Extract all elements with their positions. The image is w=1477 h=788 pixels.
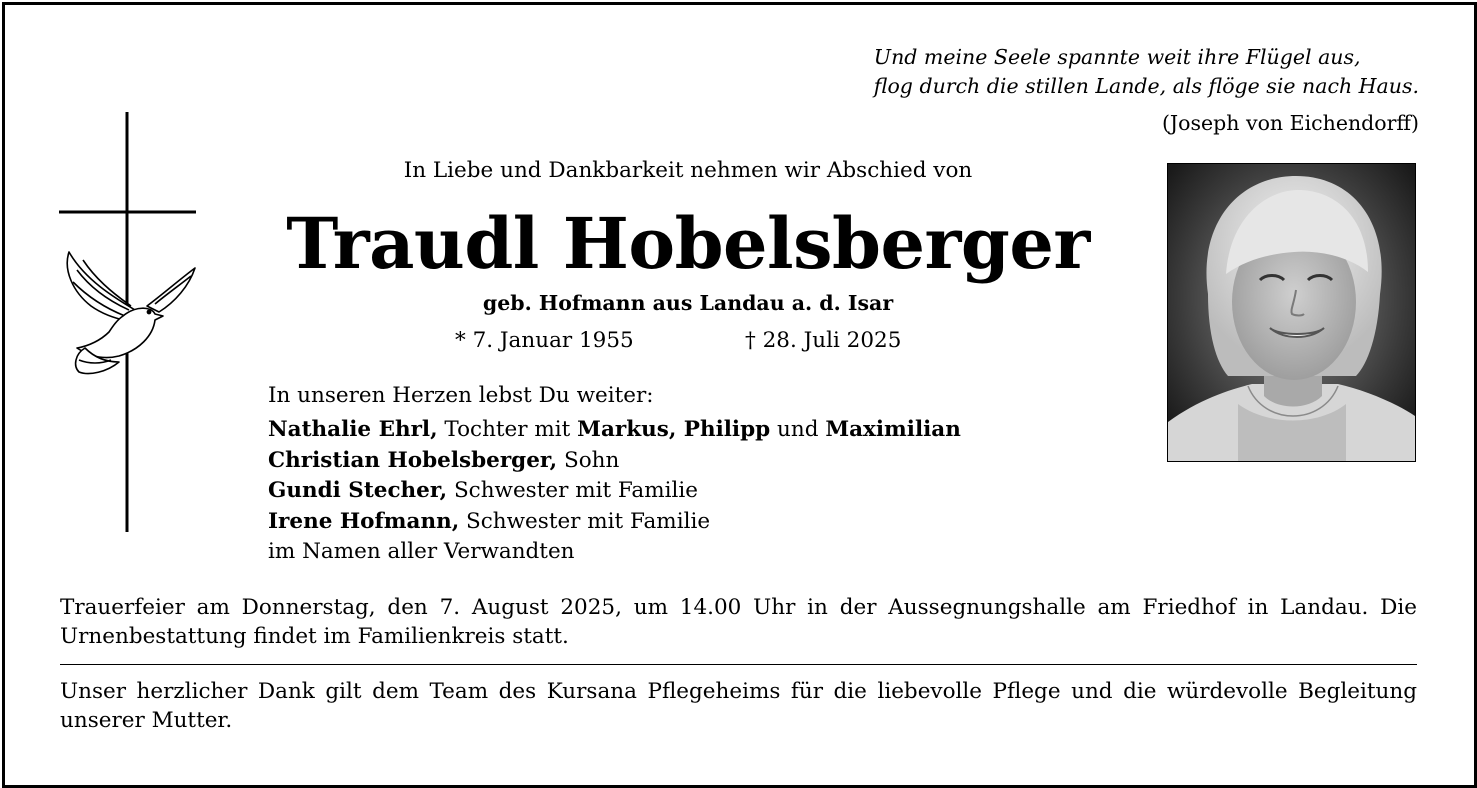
mourners-title: In unseren Herzen lebst Du weiter: [268, 383, 654, 408]
service-info: Trauerfeier am Donnerstag, den 7. August 2025, um 14.00 Uhr in der Aussegnungshalle am Friedhof in Landau. Die Urnenbestattung findet im Familienkreis statt. [60, 595, 1417, 649]
list-item [268, 446, 961, 477]
mourner-relation: Schwester mit Familie [447, 478, 698, 503]
divider [60, 664, 1417, 665]
mourner-name: Maximilian [825, 417, 961, 442]
portrait-photo [1167, 163, 1416, 462]
mourner-relation: und [770, 417, 826, 442]
mourner-relation: Sohn [557, 447, 620, 473]
list-item [268, 507, 961, 538]
birth-date: * 7. Januar 1955 [455, 328, 634, 353]
mourner-name: Nathalie Ehrl, [268, 417, 438, 442]
quote-line-1: Und meine Seele spannte weit ihre Flügel aus, [873, 45, 1361, 69]
list-item [268, 476, 961, 507]
deceased-name: Traudl Hobelsberger [286, 202, 1090, 285]
thanks-text: Unser herzlicher Dank gilt dem Team des Kursana Pflegeheims für die liebevolle Pflege und die würdevolle Begleitung unserer Mutter. [60, 679, 1417, 733]
birth-name: geb. Hofmann aus Landau a. d. Isar [482, 291, 894, 315]
mourners-list [268, 415, 961, 568]
quote [874, 43, 1419, 101]
list-item: im Namen aller Verwandten [268, 539, 575, 564]
list-item [268, 415, 961, 446]
quote-author: (Joseph von Eichendorff) [1161, 111, 1419, 135]
mourner-name: Markus, Philipp [577, 417, 771, 442]
mourner-name: Gundi Stecher, [268, 478, 448, 503]
mourner-relation: Schwester mit Familie [459, 508, 711, 534]
mourner-name: Christian Hobelsberger, [268, 447, 558, 473]
mourner-relation: Tochter mit [437, 417, 578, 442]
mourner-name: Irene Hofmann, [268, 508, 460, 534]
death-date: † 28. Juli 2025 [745, 328, 902, 353]
quote-line-2: flog durch die stillen Lande, als flöge sie nach Haus. [873, 74, 1419, 98]
intro-text: In Liebe und Dankbarkeit nehmen wir Abschied von [403, 158, 973, 183]
